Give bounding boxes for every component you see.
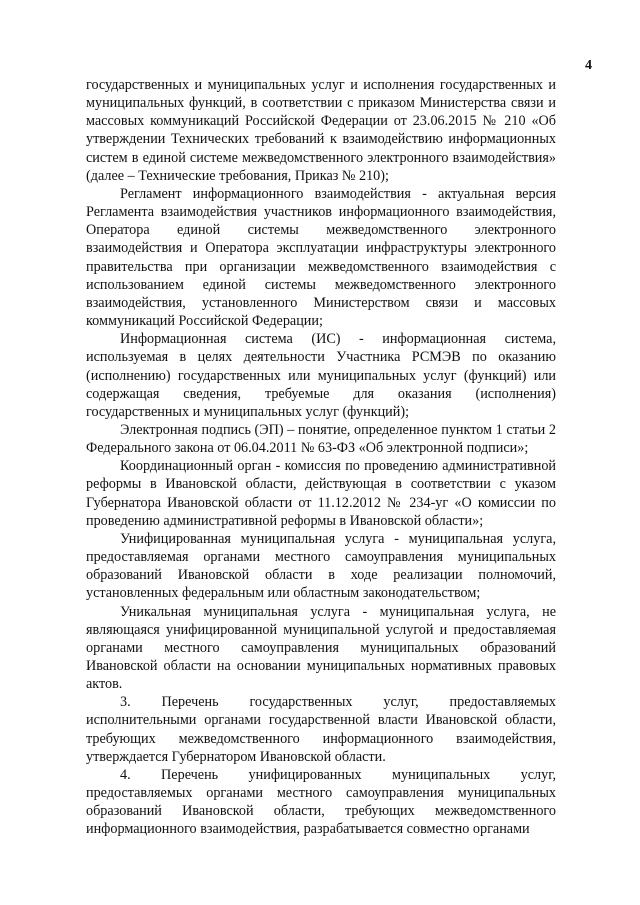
definition-electronic-signature: Электронная подпись (ЭП) – понятие, определенное пунктом 1 статьи 2 Федерального закона от 06.04.2011 № 63-ФЗ «Об электронной подписи»; bbox=[86, 421, 556, 457]
definition-unified-service: Унифицированная муниципальная услуга - муниципальная услуга, предоставляемая органами местного самоуправления муниципальных образований Ивановской области в ходе реализации полномочий, установленных федеральным или областным законодательством; bbox=[86, 530, 556, 602]
definition-unique-service: Уникальная муниципальная услуга - муниципальная услуга, не являющаяся унифицированной муниципальной услугой и предоставляемая органами местного самоуправления муниципальных образований Ивановской области на основании муниципальных нормативных правовых актов. bbox=[86, 603, 556, 693]
section-4-paragraph: 4. Перечень унифицированных муниципальных услуг, предоставляемых органами местного самоуправления муниципальных образований Ивановской области, требующих межведомственного информационного взаимодействия, разрабатывается совместно органами bbox=[86, 766, 556, 838]
page-number: 4 bbox=[585, 58, 592, 73]
definition-information-system: Информационная система (ИС) - информационная система, используемая в целях деятельности Участника РСМЭВ по оказанию (исполнению) государственных или муниципальных услуг (функций) или содержащая сведения, требуемые для оказания (исполнения) государственных и муниципальных услуг (функций); bbox=[86, 331, 556, 420]
definition-coordination-body: Координационный орган - комиссия по проведению административной реформы в Ивановской области, действующая в соответствии с указом Губернатора Ивановской области от 11.12.2012 № 234-уг «О комиссии по проведению административной реформы в Ивановской области»; bbox=[86, 458, 556, 529]
paragraph-continuation: государственных и муниципальных услуг и исполнения государственных и муниципальных функций, в соответствии с приказом Министерства связи и массовых коммуникаций Российской Федерации от 23.06.2015 № 210 «Об утверждении Технических требований к взаимодействию информационных систем в единой системе межведомственного электронного взаимодействия» (далее – Технические требования, Приказ № 210); bbox=[86, 77, 556, 184]
document-body bbox=[86, 76, 556, 839]
section-3-paragraph: 3. Перечень государственных услуг, предоставляемых исполнительными органами государственной власти Ивановской области, требующих межведомственного информационного взаимодействия, утверждается Губернатором Ивановской области. bbox=[86, 694, 556, 765]
definition-regulation: Регламент информационного взаимодействия - актуальная версия Регламента взаимодействия участников информационного взаимодействия, Оператора единой системы межведомственного электронного взаимодействия и Оператора эксплуатации инфраструктуры электронного правительства при организации межведомственного взаимодействия с использованием единой системы межведомственного электронного взаимодействия, установленного Министерством связи и массовых коммуникаций Российской Федерации; bbox=[86, 185, 556, 330]
